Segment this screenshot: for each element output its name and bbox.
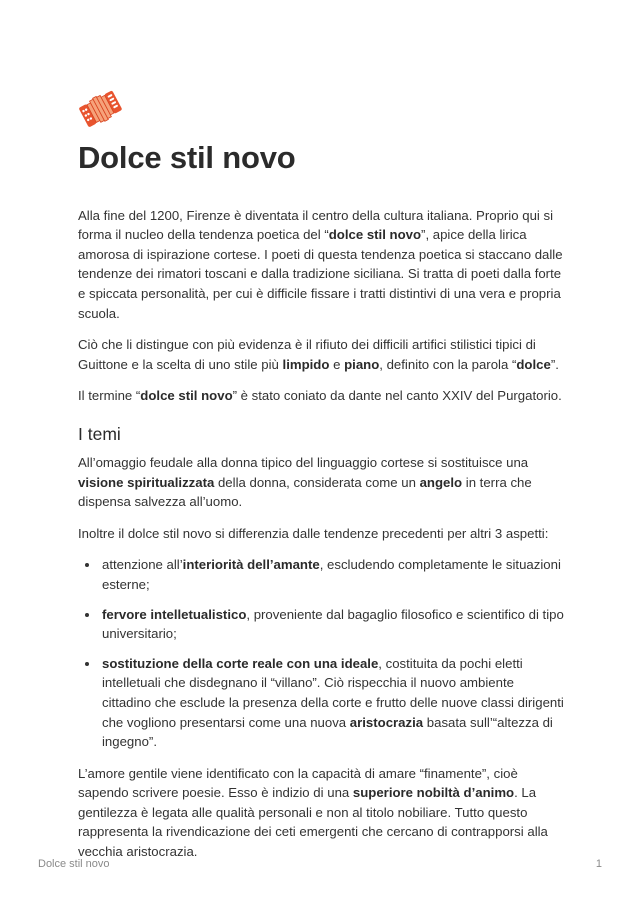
bold-text: dolce stil novo: [140, 388, 233, 404]
list-item: [100, 555, 566, 594]
text-run: , escludendo completamente le situazioni esterne;: [102, 557, 561, 592]
text-run: ”.: [550, 356, 559, 372]
bold-text: fervore intelletualistico: [102, 606, 247, 622]
text-run: Ciò che li distingue con più evidenza è il rifiuto dei difficili artifici stilistici tipici di Guittone e la scelta di uno stile più: [78, 337, 536, 372]
accordion-icon: [78, 86, 122, 130]
aspects-list: [78, 555, 566, 751]
page-number: 1: [595, 858, 602, 870]
bold-text: aristocrazia: [349, 714, 424, 730]
bold-text: visione spiritualizzata: [78, 474, 215, 490]
document-page: [78, 86, 566, 874]
temi-paragraph-1: [78, 453, 566, 512]
bold-text: sostituzione della corte reale con una ideale: [102, 655, 379, 671]
intro-paragraph-1: [78, 206, 566, 324]
text-run: Inoltre il dolce stil novo si differenzia dalle tendenze precedenti per altri 3 aspetti:: [78, 525, 549, 541]
list-item: [100, 654, 566, 752]
bold-text: angelo: [419, 474, 463, 490]
bold-text: superiore nobiltà d’animo: [352, 785, 515, 801]
bold-text: dolce stil novo: [328, 227, 422, 243]
text-run: basata sull’“altezza di ingegno”.: [102, 714, 553, 750]
footer-title: Dolce stil novo: [38, 858, 110, 870]
intro-paragraph-3: [78, 386, 566, 406]
text-run: Il termine “: [78, 388, 141, 404]
bold-text: interiorità dell’amante: [182, 557, 320, 573]
bold-text: piano: [344, 356, 380, 372]
temi-paragraph-3: [78, 764, 566, 862]
text-run: in terra che dispensa salvezza all’uomo.: [78, 474, 532, 510]
bold-text: limpido: [282, 356, 330, 372]
section-heading-temi: I temi: [78, 423, 121, 444]
text-run: , definito con la parola “: [379, 356, 517, 372]
intro-paragraph-2: [78, 335, 566, 374]
text-run: , costituita da pochi eletti intelletuali che disdegnano il “villano”. Ciò rispecchia il nuovo ambiente cittadino che esclude la presenza della corte e frutto delle nuove classi dirigenti che vogliono presentarsi come una nuova: [102, 655, 564, 730]
list-item: [100, 605, 566, 644]
text-run: . La gentilezza è legata alle qualità personali e non al titolo nobiliare. Tutto questo rappresenta la rivendicazione dei ceti emergenti che cercano di contrapporsi alla vecchia aristocrazia.: [78, 785, 548, 860]
text-run: ”, apice della lirica amorosa di ispirazione cortese. I poeti di questa tendenza poetica si staccano dalle tendenze dei rimatori toscani e dalla tradizione siciliana. Si tratta di poeti dalla forte e spiccata personalità, per cui è difficile fissare i tratti distintivi di una vera e propria scuola.: [78, 227, 563, 321]
text-run: ” è stato coniato da dante nel canto XXIV del Purgatorio.: [232, 388, 562, 404]
text-run: L’amore gentile viene identificato con la capacità di amare “finamente”, cioè sapendo scrivere poesie. Esso è indizio di una: [78, 765, 518, 801]
text-run: attenzione all’: [102, 557, 183, 573]
text-run: Alla fine del 1200, Firenze è diventata il centro della cultura italiana. Proprio qui si forma il nucleo della tendenza poetica del “: [78, 207, 554, 243]
page-title: Dolce stil novo: [78, 140, 296, 175]
text-run: della donna, considerata come un: [214, 474, 420, 490]
text-run: , proveniente dal bagaglio filosofico e scientifico di tipo universitario;: [102, 606, 564, 642]
text-run: All’omaggio feudale alla donna tipico del linguaggio cortese si sostituisce una: [78, 454, 529, 470]
text-run: e: [329, 356, 345, 372]
bold-text: dolce: [516, 356, 551, 372]
temi-paragraph-2: [78, 524, 566, 544]
